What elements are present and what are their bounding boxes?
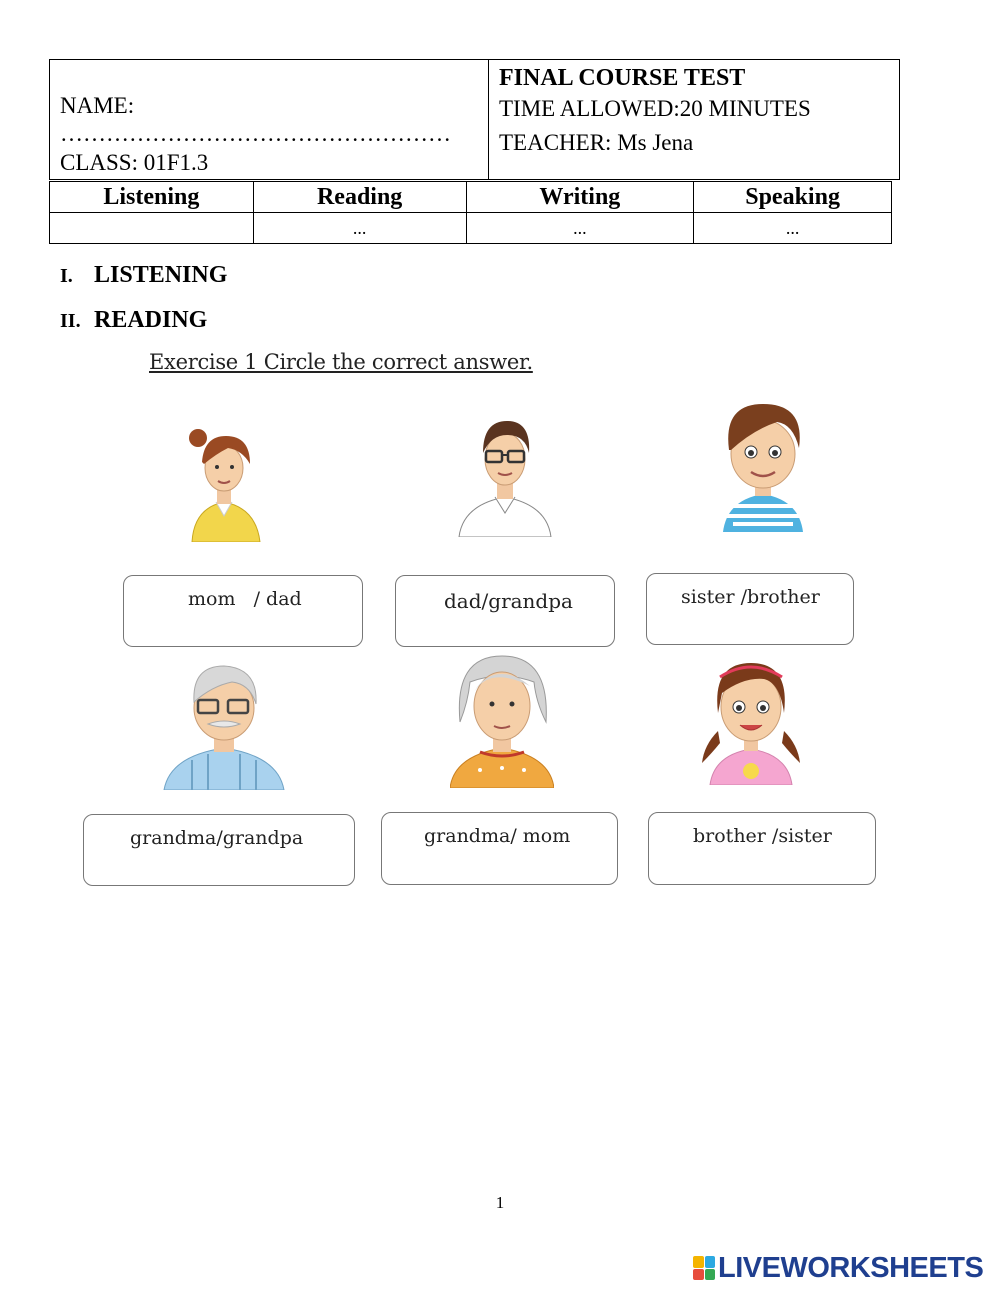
logo-square xyxy=(705,1256,716,1268)
liveworksheets-logo[interactable] xyxy=(693,1252,983,1284)
answer-choices[interactable]: grandma/ mom xyxy=(424,825,571,847)
answer-choices[interactable]: brother /sister xyxy=(693,825,832,847)
girl-icon xyxy=(694,657,808,785)
answer-box-5[interactable] xyxy=(381,812,618,885)
boy-icon xyxy=(713,400,813,532)
score-value-row xyxy=(50,213,892,244)
score-writing[interactable]: ... xyxy=(466,213,694,244)
man-with-glasses-icon xyxy=(455,413,555,537)
header-box xyxy=(49,59,900,180)
answer-choices[interactable]: dad/grandpa xyxy=(444,589,573,613)
answer-box-6[interactable] xyxy=(648,812,876,885)
score-speaking[interactable]: ... xyxy=(694,213,892,244)
answer-box-4[interactable] xyxy=(83,814,355,886)
answer-box-1[interactable] xyxy=(123,575,363,647)
time-allowed: TIME ALLOWED:20 MINUTES xyxy=(499,96,811,121)
score-header-row xyxy=(50,182,892,213)
section-title: READING xyxy=(94,307,208,333)
section-reading xyxy=(60,307,207,334)
liveworksheets-logo-icon xyxy=(693,1256,715,1280)
answer-box-3[interactable] xyxy=(646,573,854,645)
score-col-writing: Writing xyxy=(466,182,694,213)
answer-choices[interactable]: mom / dad xyxy=(188,588,302,610)
exercise-instruction: Exercise 1 Circle the correct answer. xyxy=(149,350,533,374)
name-field[interactable]: NAME: …………………………………………… xyxy=(60,93,451,146)
answer-choices[interactable]: grandma/grandpa xyxy=(130,827,304,849)
grandpa-icon xyxy=(162,662,286,790)
section-number: II. xyxy=(60,310,81,332)
class-label: CLASS: 01F1.3 xyxy=(60,150,209,175)
score-table xyxy=(49,181,892,244)
score-listening[interactable] xyxy=(50,213,254,244)
woman-icon xyxy=(172,420,277,542)
score-col-listening: Listening xyxy=(50,182,254,213)
test-info xyxy=(499,63,811,161)
score-col-reading: Reading xyxy=(253,182,466,213)
section-listening xyxy=(60,262,227,289)
student-info xyxy=(50,60,489,179)
grandma-icon xyxy=(450,652,554,788)
section-number: I. xyxy=(60,265,73,287)
brand-name: LIVEWORKSHEETS xyxy=(718,1251,984,1284)
section-title: LISTENING xyxy=(94,262,228,288)
page-number: 1 xyxy=(495,1193,505,1212)
answer-box-2[interactable] xyxy=(395,575,615,647)
answer-choices[interactable]: sister /brother xyxy=(681,586,820,608)
logo-square xyxy=(705,1269,716,1281)
score-col-speaking: Speaking xyxy=(694,182,892,213)
logo-square xyxy=(693,1269,704,1281)
test-title: FINAL COURSE TEST xyxy=(499,65,746,91)
score-reading[interactable]: ... xyxy=(253,213,466,244)
teacher-label: TEACHER: Ms Jena xyxy=(499,130,694,155)
logo-square xyxy=(693,1256,704,1268)
